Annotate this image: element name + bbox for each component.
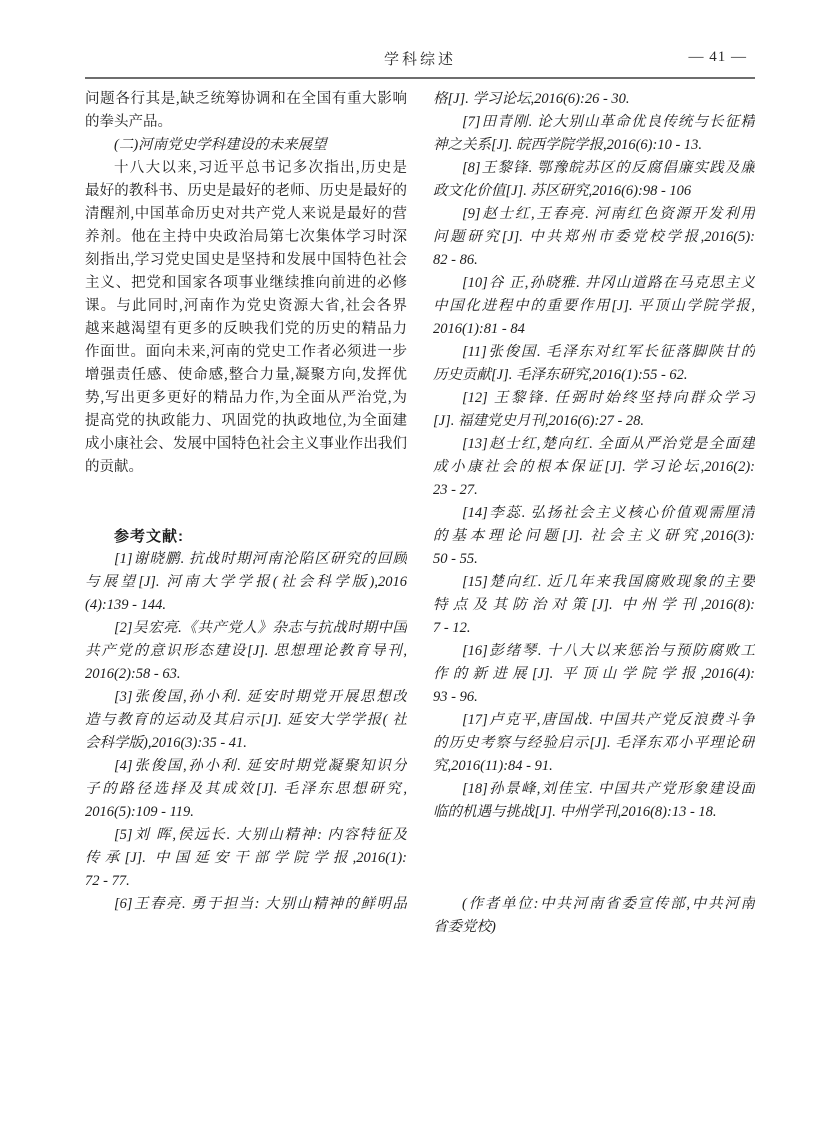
reference-line: [5]刘 晖,侯远长. 大别山精神: 内容特征及	[114, 827, 407, 843]
reference-line: 93 - 96.	[433, 689, 478, 705]
reference-line: [9]赵士红,王春亮. 河南红色资源开发利用	[462, 206, 755, 222]
reference-line: 23 - 27.	[433, 482, 478, 498]
reference-line: [16]彭绪琴. 十八大以来惩治与预防腐败工	[462, 643, 755, 659]
reference-line: 会科学版),2016(3):35 - 41.	[85, 735, 247, 751]
reference-line: [11]张俊国. 毛泽东对红军长征落脚陕甘的	[462, 344, 755, 360]
references-heading: 参考文献:	[114, 528, 184, 545]
page-header	[85, 48, 755, 72]
header-rule	[85, 77, 755, 79]
reference-line: 82 - 86.	[433, 252, 478, 268]
reference-line: (作者单位:中共河南省委宣传部,中共河南	[462, 896, 755, 912]
blank-line	[433, 824, 755, 847]
paragraph-line: 提高党的执政能力、巩固党的执政地位,为全面建	[85, 413, 407, 429]
reference-line: 2016(1):81 - 84	[433, 321, 525, 337]
right-column	[433, 88, 755, 939]
reference-line: 临的机遇与挑战[J]. 中州学刊,2016(8):13 - 18.	[433, 804, 717, 820]
reference-line: [8]王黎锋. 鄂豫皖苏区的反腐倡廉实践及廉	[462, 160, 755, 176]
reference-line: 子的路径选择及其成效[J]. 毛泽东思想研究,	[85, 781, 407, 797]
text-columns	[85, 88, 755, 939]
paragraph-line: 越来越渴望有更多的反映我们党的历史的精品力	[85, 321, 407, 337]
paragraph-line: 主义、把党和国家各项事业继续推向前进的必修	[85, 275, 407, 291]
reference-line: [6]王春亮. 勇于担当: 大别山精神的鲜明品	[114, 896, 407, 912]
reference-line: [10]谷 正,孙晓雅. 井冈山道路在马克思主义	[462, 275, 755, 291]
paragraph-line: 课。与此同时,河南作为党史资源大省,社会各界	[85, 298, 407, 314]
reference-line: 政文化价值[J]. 苏区研究,2016(6):98 - 106	[433, 183, 692, 199]
reference-line: [1]谢晓鹏. 抗战时期河南沦陷区研究的回顾	[114, 551, 407, 567]
paragraph-line: 最好的教科书、历史是最好的老师、历史是最好的	[85, 183, 407, 199]
reference-line: [4]张俊国,孙小利. 延安时期党凝聚知识分	[114, 758, 407, 774]
reference-line: 7 - 12.	[433, 620, 471, 636]
paragraph-line: 的贡献。	[85, 459, 143, 475]
reference-line: 传承[J]. 中国延安干部学院学报,2016(1):	[85, 850, 407, 866]
blank-line	[85, 479, 407, 502]
paragraph-line: 问题各行其是,缺乏统筹协调和在全国有重大影响	[85, 91, 407, 107]
reference-line: [J]. 福建党史月刊,2016(6):27 - 28.	[433, 413, 645, 429]
reference-line: 与展望[J]. 河南大学学报(社会科学版),2016	[85, 574, 407, 590]
paragraph-line: 刻指出,学习党史国史是坚持和发展中国特色社会	[85, 252, 407, 268]
reference-line: 问题研究[J]. 中共郑州市委党校学报,2016(5):	[433, 229, 755, 245]
paragraph-line: 的拳头产品。	[85, 114, 172, 130]
paragraph-line: 作面世。面向未来,河南的党史工作者必须进一步	[85, 344, 407, 360]
reference-line: 作的新进展[J]. 平顶山学院学报,2016(4):	[433, 666, 755, 682]
page-number: — 41 —	[688, 49, 747, 65]
running-head: 学科综述	[383, 52, 456, 68]
paragraph-line: 清醒剂,中国革命历史对共产党人来说是最好的营	[85, 206, 407, 222]
reference-line: 72 - 77.	[85, 873, 130, 889]
reference-line: [13]赵士红,楚向红. 全面从严治党是全面建	[462, 436, 755, 452]
reference-line: 神之关系[J]. 皖西学院学报,2016(6):10 - 13.	[433, 137, 703, 153]
reference-line: 成小康社会的根本保证[J]. 学习论坛,2016(2):	[433, 459, 755, 475]
left-column	[85, 88, 407, 939]
reference-line: 2016(2):58 - 63.	[85, 666, 181, 682]
paragraph-line: 养剂。他在主持中央政治局第七次集体学习时深	[85, 229, 407, 245]
reference-line: 共产党的意识形态建设[J]. 思想理论教育导刊,	[85, 643, 407, 659]
reference-line: 究,2016(11):84 - 91.	[433, 758, 553, 774]
reference-line: 2016(5):109 - 119.	[85, 804, 194, 820]
paragraph-line: 增强责任感、使命感,整合力量,凝聚方向,发挥优	[85, 367, 407, 383]
reference-line: 格[J]. 学习论坛,2016(6):26 - 30.	[433, 91, 630, 107]
reference-line: [12] 王黎锋. 任弼时始终坚持向群众学习	[462, 390, 755, 406]
blank-line	[433, 847, 755, 870]
reference-line: (4):139 - 144.	[85, 597, 166, 613]
paragraph-line: 十八大以来,习近平总书记多次指出,历史是	[114, 160, 407, 176]
paragraph-line: 成小康社会、发展中国特色社会主义事业作出我们	[85, 436, 407, 452]
reference-line: [3]张俊国,孙小利. 延安时期党开展思想改	[114, 689, 407, 705]
reference-line: [17]卢克平,唐国战. 中国共产党反浪费斗争	[462, 712, 755, 728]
reference-line: [14]李蕊. 弘扬社会主义核心价值观需厘清	[462, 505, 755, 521]
reference-line: 造与教育的运动及其启示[J]. 延安大学学报( 社	[85, 712, 407, 728]
reference-line: [15]楚向红. 近几年来我国腐败现象的主要	[462, 574, 755, 590]
reference-line: 省委党校)	[433, 919, 496, 935]
blank-line	[433, 870, 755, 893]
reference-line: [2]吴宏亮.《共产党人》杂志与抗战时期中国	[114, 620, 407, 636]
reference-line: 的历史考察与经验启示[J]. 毛泽东邓小平理论研	[433, 735, 755, 751]
reference-line: 特点及其防治对策[J]. 中州学刊,2016(8):	[433, 597, 755, 613]
reference-line: [7]田青刚. 论大别山革命优良传统与长征精	[462, 114, 755, 130]
reference-line: [18]孙景峰,刘佳宝. 中国共产党形象建设面	[462, 781, 755, 797]
paragraph-line: 势,写出更多更好的精品力作,为全面从严治党,为	[85, 390, 407, 406]
reference-line: 的基本理论问题[J]. 社会主义研究,2016(3):	[433, 528, 755, 544]
blank-line	[85, 502, 407, 525]
reference-line: 50 - 55.	[433, 551, 478, 567]
reference-line: (二)河南党史学科建设的未来展望	[114, 137, 327, 153]
reference-line: 中国化进程中的重要作用[J]. 平顶山学院学报,	[433, 298, 755, 314]
reference-line: 历史贡献[J]. 毛泽东研究,2016(1):55 - 62.	[433, 367, 688, 383]
